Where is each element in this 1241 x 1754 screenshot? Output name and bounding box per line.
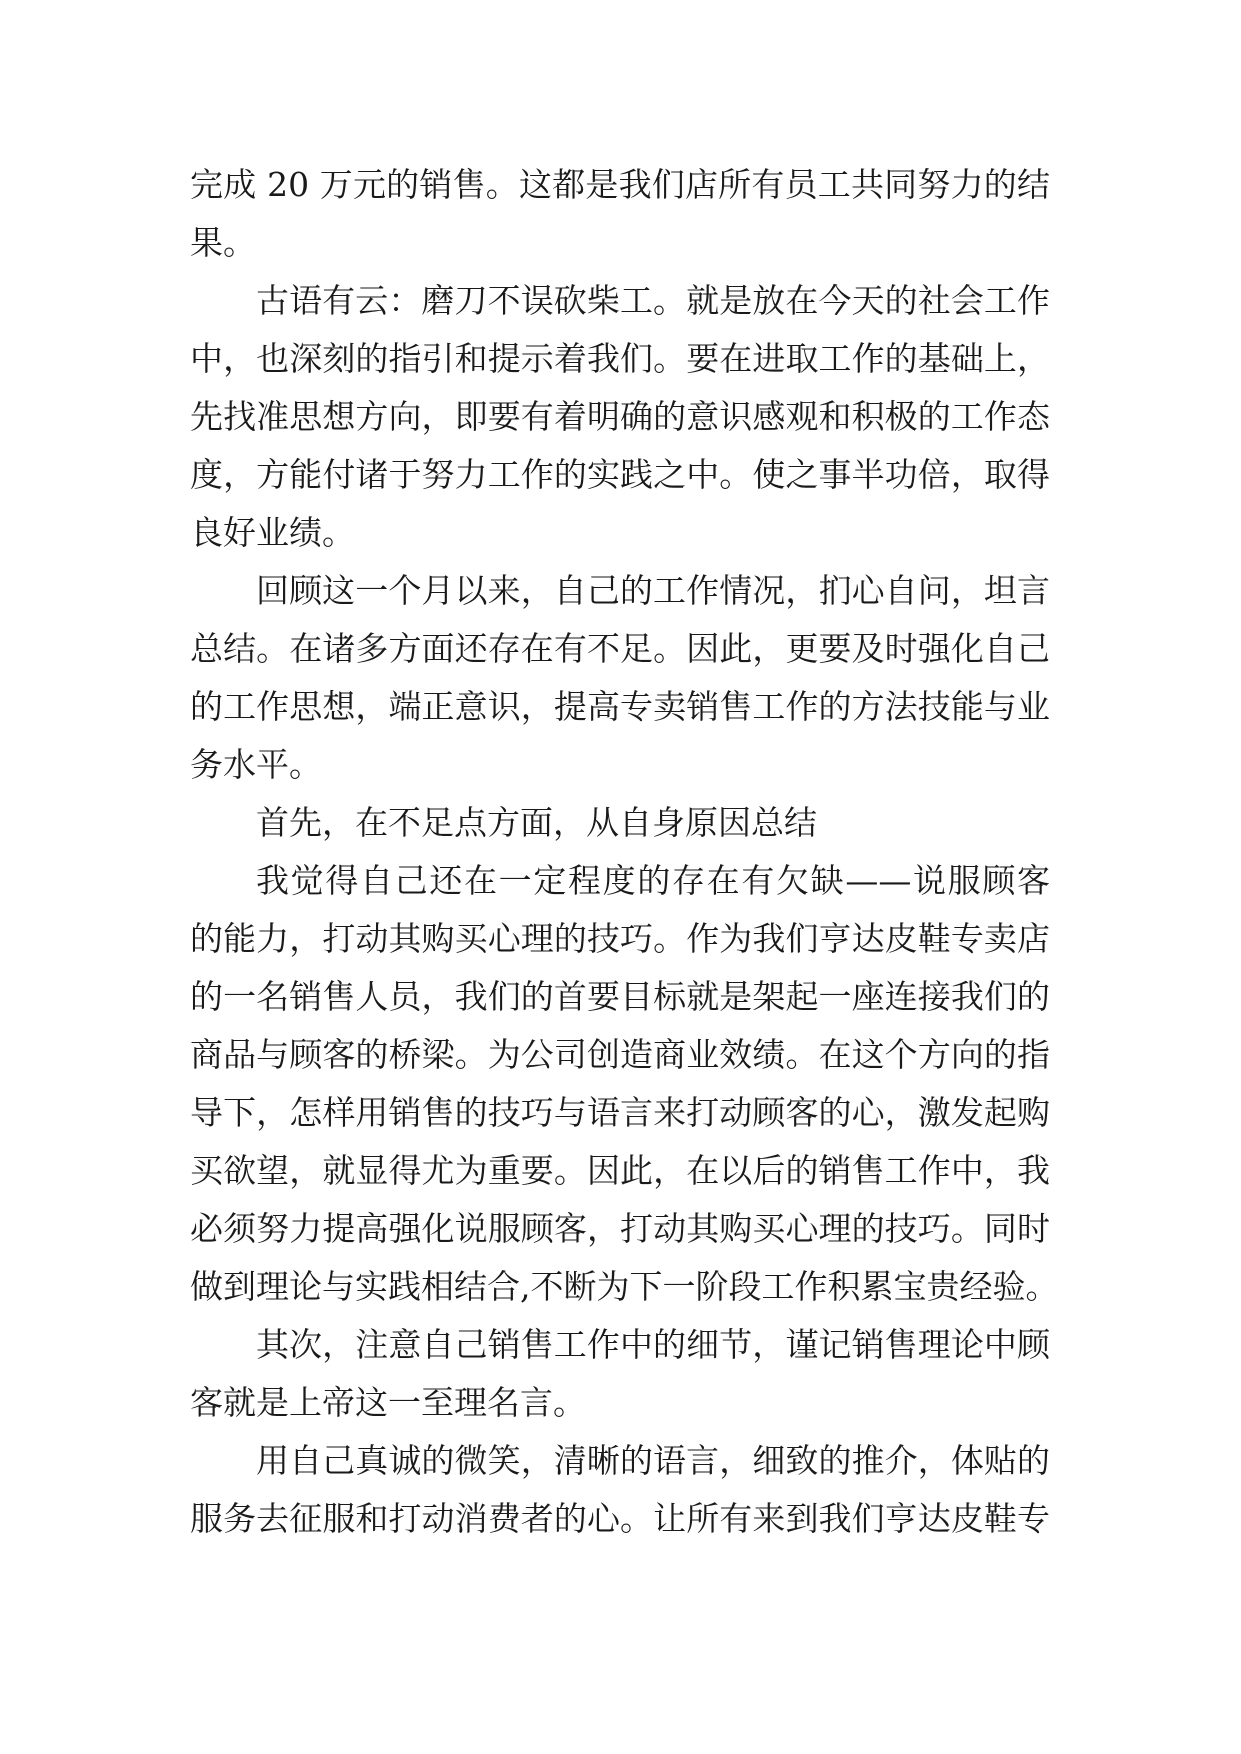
text-line: 必须努力提高强化说服顾客，打动其购买心理的技巧。同时 (190, 1209, 1050, 1248)
text-line: 古语有云：磨刀不误砍柴工。就是放在今天的社会工作 (256, 281, 1050, 320)
text-line: 度，方能付诸于努力工作的实践之中。使之事半功倍，取得 (190, 455, 1050, 494)
text-line: 总结。在诸多方面还存在有不足。因此，更要及时强化自己 (190, 629, 1050, 668)
text-line: 回顾这一个月以来，自己的工作情况，扪心自问，坦言 (256, 571, 1050, 610)
text-line: 做到理论与实践相结合,不断为下一阶段工作积累宝贵经验。 (190, 1267, 1059, 1306)
document-body (190, 156, 1059, 1548)
text-line: 的一名销售人员，我们的首要目标就是架起一座连接我们的 (190, 977, 1050, 1016)
text-line: 其次，注意自己销售工作中的细节，谨记销售理论中顾 (256, 1325, 1050, 1364)
text-line: 中，也深刻的指引和提示着我们。要在进取工作的基础上， (190, 339, 1050, 378)
text-line: 我觉得自己还在一定程度的存在有欠缺——说服顾客 (256, 861, 1050, 900)
text-line: 买欲望，就显得尤为重要。因此，在以后的销售工作中，我 (190, 1151, 1050, 1190)
text-line: 导下，怎样用销售的技巧与语言来打动顾客的心，激发起购 (190, 1093, 1050, 1132)
text-line: 商品与顾客的桥梁。为公司创造商业效绩。在这个方向的指 (190, 1035, 1050, 1074)
text-line: 务水平。 (190, 745, 322, 784)
text-line: 客就是上帝这一至理名言。 (190, 1383, 586, 1422)
text-line: 服务去征服和打动消费者的心。让所有来到我们亨达皮鞋专 (190, 1499, 1050, 1538)
text-line: 的能力，打动其购买心理的技巧。作为我们亨达皮鞋专卖店 (190, 919, 1050, 958)
text-line: 果。 (190, 223, 256, 262)
text-line: 首先，在不足点方面，从自身原因总结 (256, 803, 817, 842)
text-line: 的工作思想，端正意识，提高专卖销售工作的方法技能与业 (190, 687, 1050, 726)
text-line: 用自己真诚的微笑，清晰的语言，细致的推介，体贴的 (256, 1441, 1050, 1480)
text-line: 先找准思想方向，即要有着明确的意识感观和积极的工作态 (190, 397, 1050, 436)
text-line: 良好业绩。 (190, 513, 355, 552)
text-line: 完成 20 万元的销售。这都是我们店所有员工共同努力的结 (190, 165, 1050, 204)
